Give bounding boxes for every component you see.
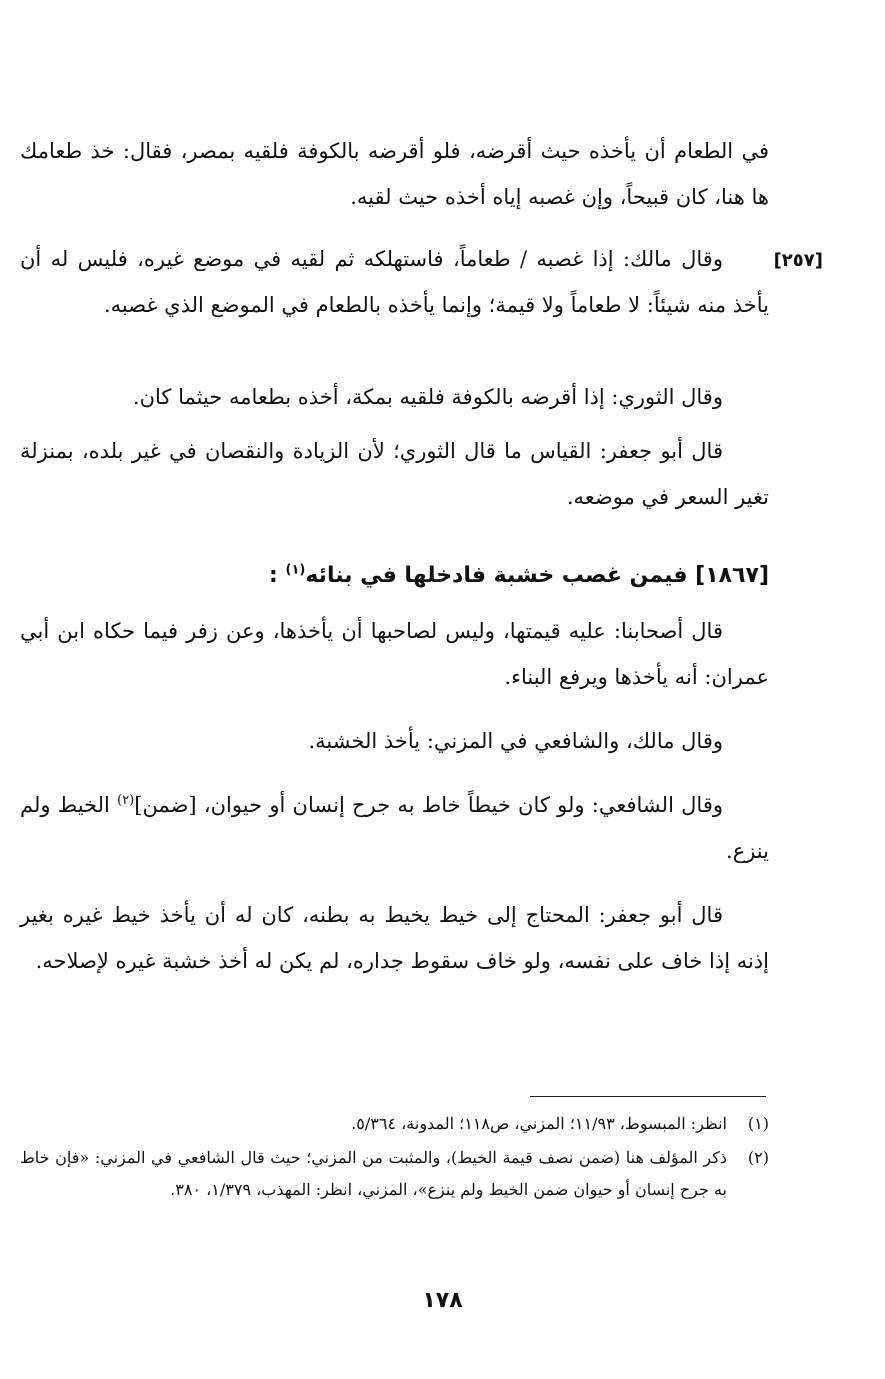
paragraph-1: في الطعام أن يأخذه حيث أقرضه، فلو أقرضه بالكوفة فلقيه بمصر، فقال: خذ طعامك ها هنا، كان قبيحاً، وإن غصبه إياه أخذه حيث لقيه. (20, 139, 769, 209)
paragraph-7-part-b: الخيط ولم ينزع. (20, 793, 769, 863)
footnote-separator (530, 1096, 766, 1097)
footnote-ref-2: (٢) (117, 793, 135, 808)
section-title: فيمن غصب خشبة فادخلها في بنائه (305, 563, 688, 588)
footnote-1-text: انظر: المبسوط، ١١/٩٣؛ المزني، ص١١٨؛ المدونة، ٥/٣٦٤. (351, 1114, 727, 1133)
paragraph-4: قال أبو جعفر: القياس ما قال الثوري؛ لأن الزيادة والنقصان في غير بلده، بمنزلة تغير السعر في موضعه. (20, 439, 769, 509)
section-number: [١٨٦٧] (695, 563, 769, 588)
paragraph-6: وقال مالك، والشافعي في المزني: يأخذ الخشبة. (308, 729, 723, 753)
footnote-2 (20, 1142, 769, 1206)
page-number: ١٧٨ (422, 1288, 463, 1313)
manuscript-folio-marker: [٢٥٧] (773, 250, 823, 271)
footnote-1-number: (١) (747, 1114, 769, 1133)
paragraph-5: قال أصحابنا: عليه قيمتها، وليس لصاحبها أن يأخذها، وعن زفر فيما حكاه ابن أبي عمران: أنه يأخذها ويرفع البناء. (20, 619, 769, 689)
paragraph-3: وقال الثوري: إذا أقرضه بالكوفة فلقيه بمكة، أخذه بطعامه حيثما كان. (132, 385, 723, 409)
footnote-2-number: (٢) (747, 1148, 769, 1167)
paragraph-8: قال أبو جعفر: المحتاج إلى خيط يخيط به بطنه، كان له أن يأخذ خيط غيره بغير إذنه إذا خاف على نفسه، ولو خاف سقوط جداره، لم يكن له أخذ خشبة غيره لإصلاحه. (20, 903, 769, 973)
paragraph-2: وقال مالك: إذا غصبه / طعاماً، فاستهلكه ثم لقيه في موضع غيره، فليس له أن يأخذ منه شيئاً: لا طعاماً ولا قيمة؛ وإنما يأخذه بالطعام في الموضع الذي غصبه. (20, 247, 769, 317)
paragraph-7 (20, 782, 769, 874)
section-colon: : (269, 563, 278, 588)
paragraph-7-part-a: وقال الشافعي: ولو كان خيطاً خاط به جرح إنسان أو حيوان، [ضمن] (134, 793, 723, 817)
footnote-1 (20, 1108, 769, 1140)
section-heading (20, 554, 769, 598)
footnote-ref-1: (١) (285, 562, 306, 578)
footnote-2-text: ذكر المؤلف هنا (ضمن نصف قيمة الخيط)، والمثبت من المزني؛ حيث قال الشافعي في المزني: «فإن خاط به جرح إنسان أو حيوان ضمن الخيط ولم ينزع»، المزني، انظر: المهذب، ١/٣٧٩، ٣٨٠. (20, 1148, 727, 1199)
